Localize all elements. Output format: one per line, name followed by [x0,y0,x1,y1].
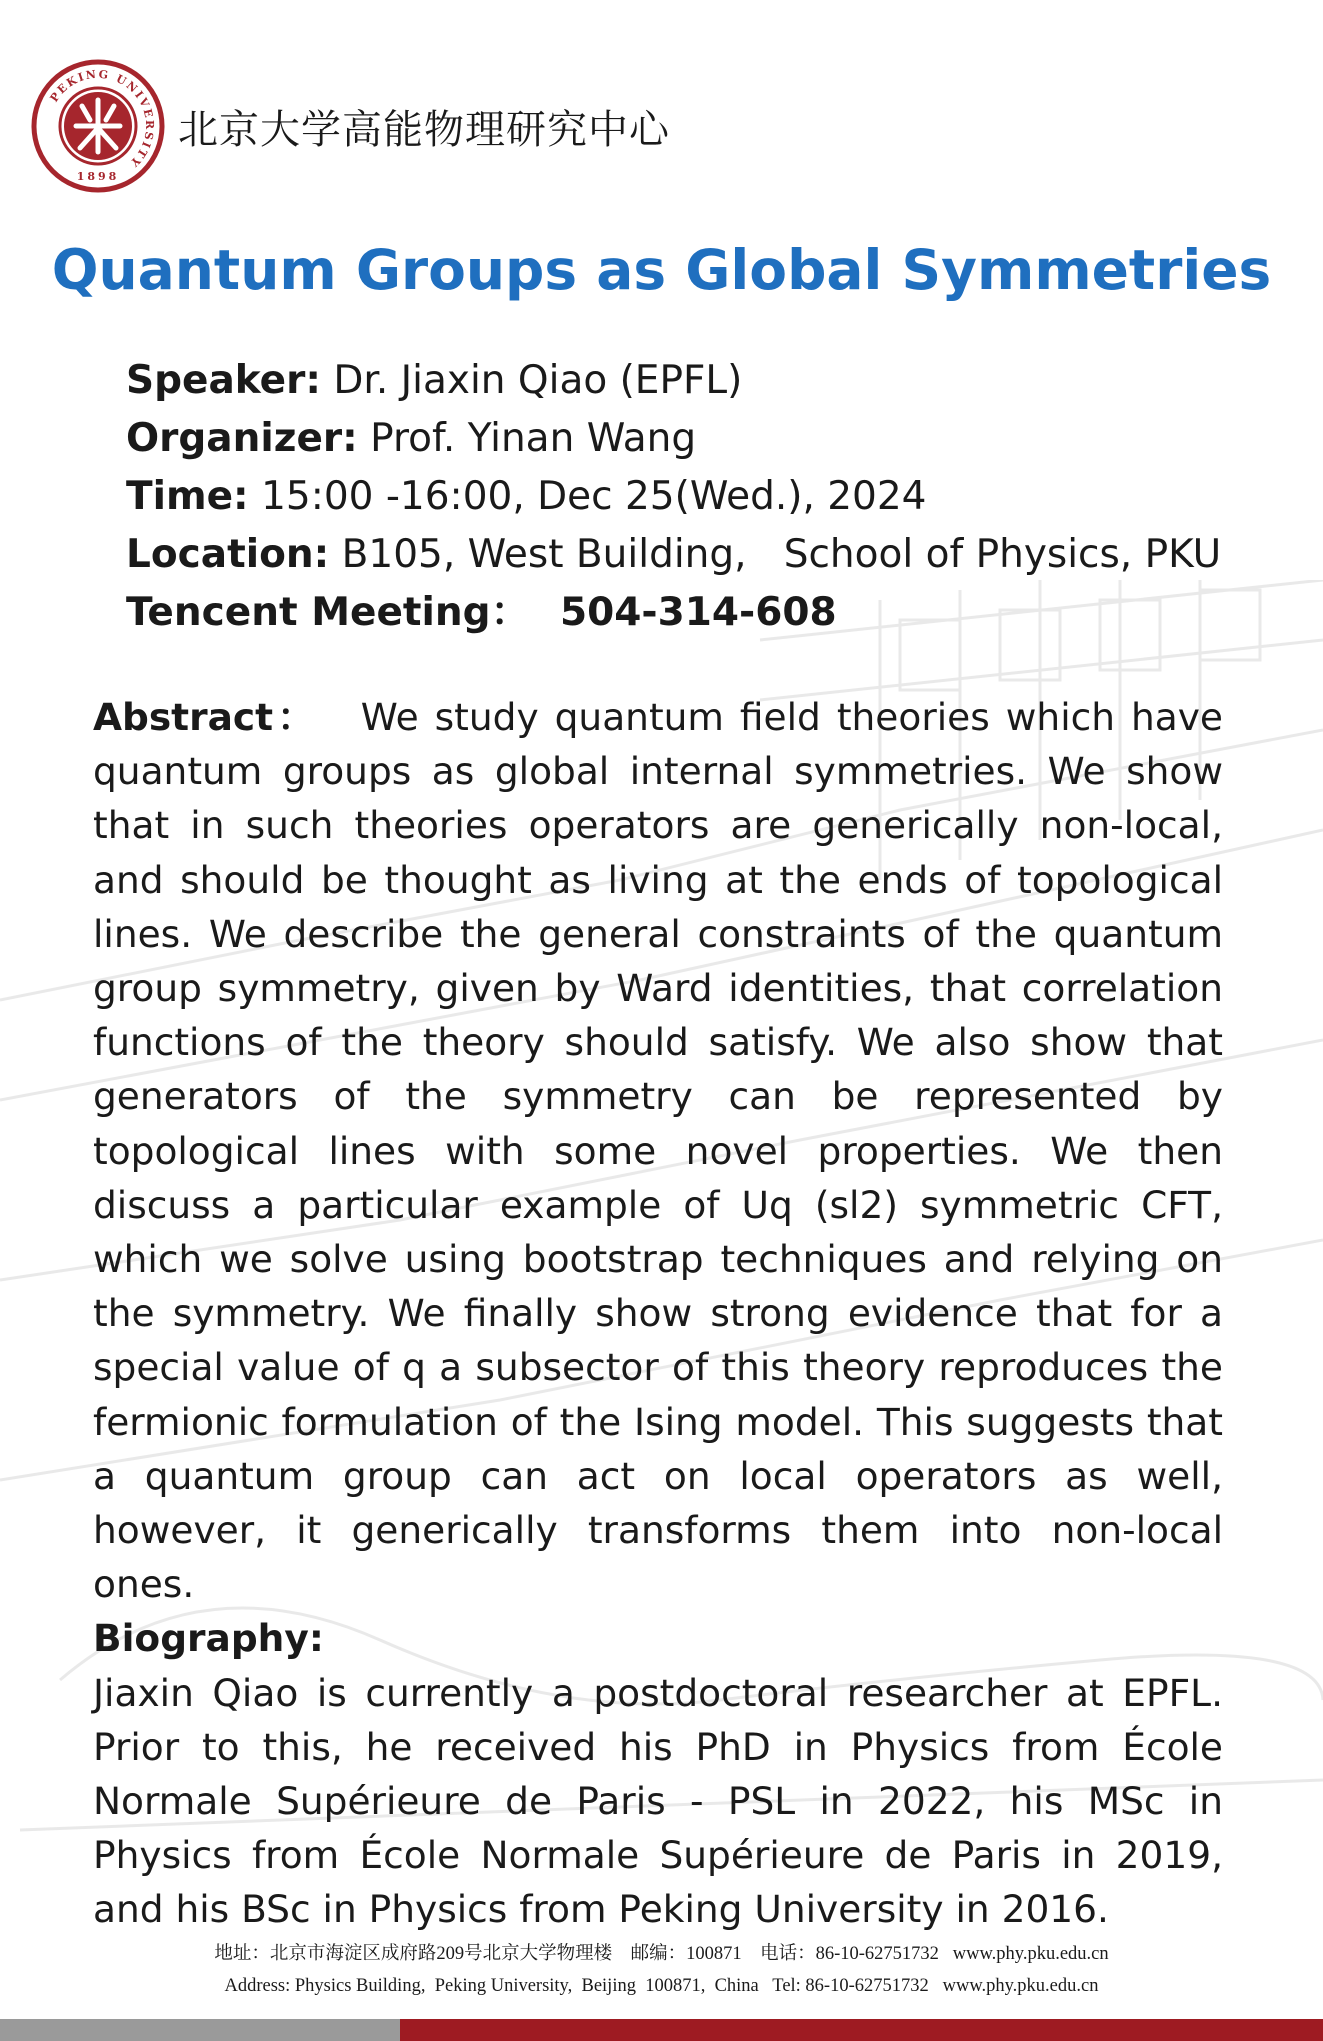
footer-address-english: Address: Physics Building, Peking University, Beijing 100871, China Tel: 86-10-62751732 www.phy.pku.edu.cn [224,1976,1099,1996]
biography-label: Biography: [93,1616,324,1661]
talk-info [126,352,1246,642]
main-content [93,690,1223,1937]
svg-text:1898: 1898 [76,170,120,183]
speaker-value: Dr. Jiaxin Qiao (EPFL) [333,358,743,403]
organizer-value: Prof. Yinan Wang [370,416,697,461]
time-label: Time: [126,474,249,519]
bottom-color-bar [0,2019,1323,2041]
footer-address-chinese: 地址：北京市海淀区成府路209号北京大学物理楼 邮编：100871 电话：86-10-62751732 www.phy.pku.edu.cn [214,1944,1109,1964]
bottom-bar-red [400,2019,1323,2041]
biography-text: Jiaxin Qiao is currently a postdoctoral researcher at EPFL. Prior to this, he received his PhD in Physics from École Normale Supérieure de Paris - PSL in 2022, his MSc in Physics from École Normale Supérieure de Paris in 2019, and his BSc in Physics from Peking University in 2016. [93,1670,1223,1932]
institution-name: 北京大学高能物理研究中心 [178,106,670,153]
meeting-id: 504-314-608 [560,590,837,635]
location-value: B105, West Building, School of Physics, PKU [341,532,1222,577]
pku-seal-logo [30,58,166,194]
organizer-row [126,410,1246,468]
abstract-label: Abstract： [93,695,319,739]
organizer-label: Organizer: [126,416,358,461]
meeting-row [126,584,1246,642]
abstract-text: We study quantum field theories which have quantum groups as global internal symmetries. We show that in such theories operators are generically non-local, and should be thought as living at the ends of topological lines. We describe the general constraints of the quantum group symmetry, given by Ward identities, that correlation functions of the theory should satisfy. We also show that generators of the symmetry can be represented by topological lines with some novel properties. We then discuss a particular example of Uq (sl2) symmetric CFT, which we solve using bootstrap techniques and relying on the symmetry. We finally show strong evidence that for a special value of q a subsector of this theory reproduces the fermionic formulation of the Ising model. This suggests that a quantum group can act on local operators as well, however, it generically transforms them into non-local ones. [93,695,1223,1607]
svg-text:PEKING UNIVERSITY: PEKING UNIVERSITY [47,67,157,171]
header [30,56,670,196]
time-value: 15:00 -16:00, Dec 25(Wed.), 2024 [261,474,927,519]
bottom-bar-gray [0,2019,400,2041]
location-row [126,526,1246,584]
footer [0,1938,1323,2002]
speaker-label: Speaker: [126,358,321,403]
talk-title: Quantum Groups as Global Symmetries [51,238,1272,302]
meeting-label: Tencent Meeting： [126,590,530,635]
abstract-paragraph [93,690,1223,1611]
location-label: Location: [126,532,330,577]
speaker-row [126,352,1246,410]
time-row [126,468,1246,526]
